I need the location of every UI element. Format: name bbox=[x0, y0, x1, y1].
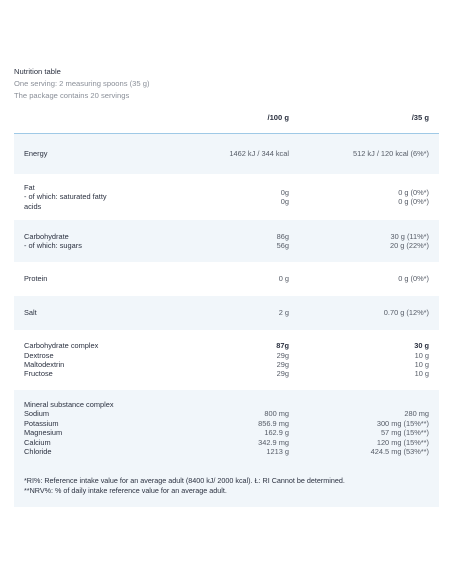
salt-per-serving: 0.70 g (12%*) bbox=[383, 308, 429, 318]
sugars-per-100g: 56g bbox=[276, 241, 289, 250]
fructose-per-serving: 10 g bbox=[414, 369, 429, 379]
nutrition-table bbox=[14, 102, 439, 507]
label-magnesium: Magnesium bbox=[24, 428, 63, 438]
footnote-ri: *RI%: Reference intake value for an average adult (8400 kJ/ 2000 kcal). Ł: RI Cannot be determined. bbox=[24, 476, 345, 485]
saturated-per-100g: 0g bbox=[280, 197, 289, 206]
energy-per-serving: 512 kJ / 120 kcal (6%*) bbox=[353, 149, 429, 159]
fat-per-serving: 0 g (0%*) bbox=[398, 187, 429, 197]
label-maltodextrin: Maltodextrin bbox=[24, 360, 65, 369]
complex-per-serving: 30 g bbox=[414, 341, 429, 351]
potassium-per-100g: 856.9 mg bbox=[258, 418, 289, 428]
label-carbohydrate: Carbohydrate bbox=[24, 231, 69, 241]
row-fat bbox=[14, 174, 439, 220]
potassium-per-serving: 300 mg (15%**) bbox=[376, 418, 429, 428]
table-header bbox=[14, 102, 439, 134]
carb-per-serving: 30 g (11%*) bbox=[390, 231, 429, 241]
label-saturated: - of which: saturated fatty bbox=[24, 192, 107, 202]
dextrose-per-100g: 29g bbox=[276, 350, 289, 360]
label-saturated-cont: acids bbox=[24, 201, 42, 211]
serving-info: One serving: 2 measuring spoons (35 g) bbox=[14, 79, 150, 88]
maltodextrin-per-serving: 10 g bbox=[414, 360, 429, 369]
label-calcium: Calcium bbox=[24, 437, 51, 447]
row-carbohydrate bbox=[14, 220, 439, 262]
dextrose-per-serving: 10 g bbox=[414, 350, 429, 360]
salt-per-100g: 2 g bbox=[278, 308, 289, 318]
carb-per-100g: 86g bbox=[276, 231, 289, 241]
intro bbox=[14, 66, 150, 102]
header-per-100g: /100 g bbox=[267, 113, 289, 122]
protein-per-serving: 0 g (0%*) bbox=[398, 274, 429, 284]
chloride-per-100g: 1213 g bbox=[266, 447, 289, 457]
saturated-per-serving: 0 g (0%*) bbox=[398, 197, 429, 206]
complex-per-100g: 87g bbox=[276, 341, 289, 351]
mineral-per-100g bbox=[154, 400, 289, 409]
label-mineral-complex: Mineral substance complex bbox=[24, 400, 114, 409]
row-protein bbox=[14, 262, 439, 296]
table-title: Nutrition table bbox=[14, 67, 61, 76]
label-salt: Salt bbox=[24, 308, 37, 318]
sodium-per-100g: 800 mg bbox=[264, 409, 289, 419]
chloride-per-serving: 424.5 mg (53%**) bbox=[370, 447, 429, 457]
label-dextrose: Dextrose bbox=[24, 350, 54, 360]
magnesium-per-100g: 162.9 g bbox=[264, 428, 289, 438]
fat-per-100g: 0g bbox=[280, 187, 289, 197]
label-sodium: Sodium bbox=[24, 409, 50, 419]
label-energy: Energy bbox=[24, 149, 48, 159]
protein-per-100g: 0 g bbox=[278, 274, 289, 284]
maltodextrin-per-100g: 29g bbox=[276, 360, 289, 369]
mineral-per-serving bbox=[289, 400, 429, 409]
energy-per-100g: 1462 kJ / 344 kcal bbox=[229, 149, 289, 159]
sodium-per-serving: 280 mg bbox=[404, 409, 429, 419]
magnesium-per-serving: 57 mg (15%**) bbox=[380, 428, 429, 438]
header-per-serving: /35 g bbox=[411, 113, 429, 122]
label-potassium: Potassium bbox=[24, 418, 59, 428]
row-carbohydrate-complex bbox=[14, 330, 439, 390]
calcium-per-100g: 342.9 mg bbox=[258, 437, 289, 447]
row-mineral-complex bbox=[14, 390, 439, 465]
label-protein: Protein bbox=[24, 274, 48, 284]
calcium-per-serving: 120 mg (15%**) bbox=[376, 437, 429, 447]
row-energy bbox=[14, 134, 439, 174]
label-chloride: Chloride bbox=[24, 447, 52, 457]
label-fructose: Fructose bbox=[24, 369, 53, 379]
package-info: The package contains 20 servings bbox=[14, 91, 130, 100]
label-fat: Fat bbox=[24, 182, 35, 192]
row-salt bbox=[14, 296, 439, 330]
fructose-per-100g: 29g bbox=[276, 369, 289, 379]
footnote-nrv: **NRV%: % of daily intake reference value for an average adult. bbox=[24, 486, 227, 495]
footnotes bbox=[14, 465, 439, 507]
label-sugars: - of which: sugars bbox=[24, 241, 82, 250]
sugars-per-serving: 20 g (22%*) bbox=[389, 241, 429, 250]
label-carb-complex: Carbohydrate complex bbox=[24, 341, 99, 351]
